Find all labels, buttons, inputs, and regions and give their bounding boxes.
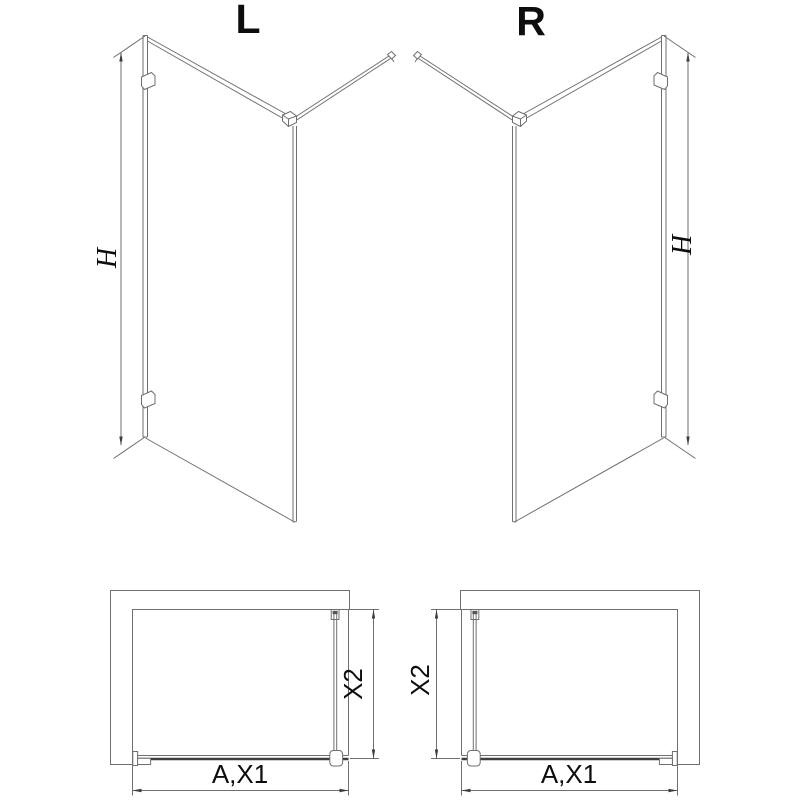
left-variant-label: L (235, 0, 261, 42)
depth-dimension-label-left: X2 (338, 668, 368, 700)
right-3d-view (414, 36, 696, 523)
height-dimension-label-right: H (665, 233, 696, 255)
right-variant-label: R (516, 0, 546, 44)
height-dimension-label-left: H (92, 247, 123, 269)
width-dimension-label-left: A,X1 (211, 759, 269, 789)
left-3d-view (114, 36, 396, 523)
width-dimension-label-right: A,X1 (540, 759, 598, 789)
depth-dimension-label-right: X2 (405, 664, 435, 696)
